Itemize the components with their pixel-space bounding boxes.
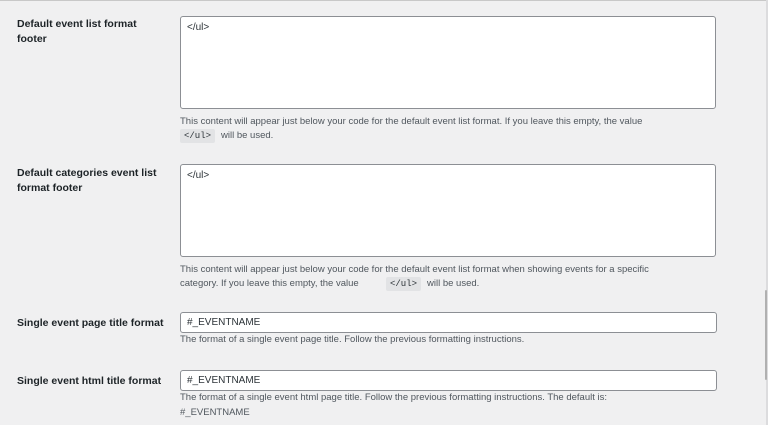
categories-footer-textarea[interactable] — [180, 164, 716, 257]
textarea-value: </ul> — [187, 170, 210, 181]
page-title-format-description — [180, 333, 725, 348]
label-line: Default event list format — [17, 18, 137, 30]
html-title-format-description — [180, 391, 725, 420]
desc-line: This content will appear just below your code for the default event list format when showing events for a specific — [180, 264, 649, 275]
desc-line: The format of a single event html page title. Follow the previous formatting instructions. The default is: — [180, 392, 608, 403]
desc-tail: will be used. — [221, 130, 274, 141]
label-line: footer — [17, 33, 47, 45]
setting-label-html-title-format — [17, 374, 161, 389]
page-title-format-input[interactable] — [180, 312, 717, 333]
setting-label-categories-footer — [17, 166, 156, 196]
top-border — [0, 0, 768, 1]
label-text: Single event page title format — [17, 317, 164, 329]
label-line: format footer — [17, 182, 83, 194]
scrollbar-thumb[interactable] — [765, 290, 767, 380]
textarea-value: </ul> — [187, 22, 210, 33]
event-list-footer-textarea[interactable] — [180, 16, 716, 109]
label-line: Default categories event list — [17, 167, 157, 179]
event-list-footer-description — [180, 115, 725, 130]
desc-line: This content will appear just below your code for the default event list format. If you leave this empty, the value — [180, 116, 643, 127]
desc-line: The format of a single event page title. Follow the previous formatting instructions. — [180, 334, 525, 345]
input-value: #_EVENTNAME — [187, 317, 261, 328]
setting-label-event-list-footer — [17, 17, 137, 47]
input-value: #_EVENTNAME — [187, 375, 261, 386]
code-snippet: </ul> — [180, 129, 215, 143]
desc-line: #_EVENTNAME — [180, 406, 250, 418]
desc-line2: category. If you leave this empty, the value — [180, 278, 359, 289]
label-text: Single event html title format — [17, 375, 162, 387]
categories-footer-description — [180, 263, 725, 278]
desc-tail: will be used. — [427, 278, 480, 289]
code-snippet: </ul> — [386, 277, 421, 291]
html-title-format-input[interactable] — [180, 370, 717, 391]
setting-label-page-title-format — [17, 316, 163, 331]
